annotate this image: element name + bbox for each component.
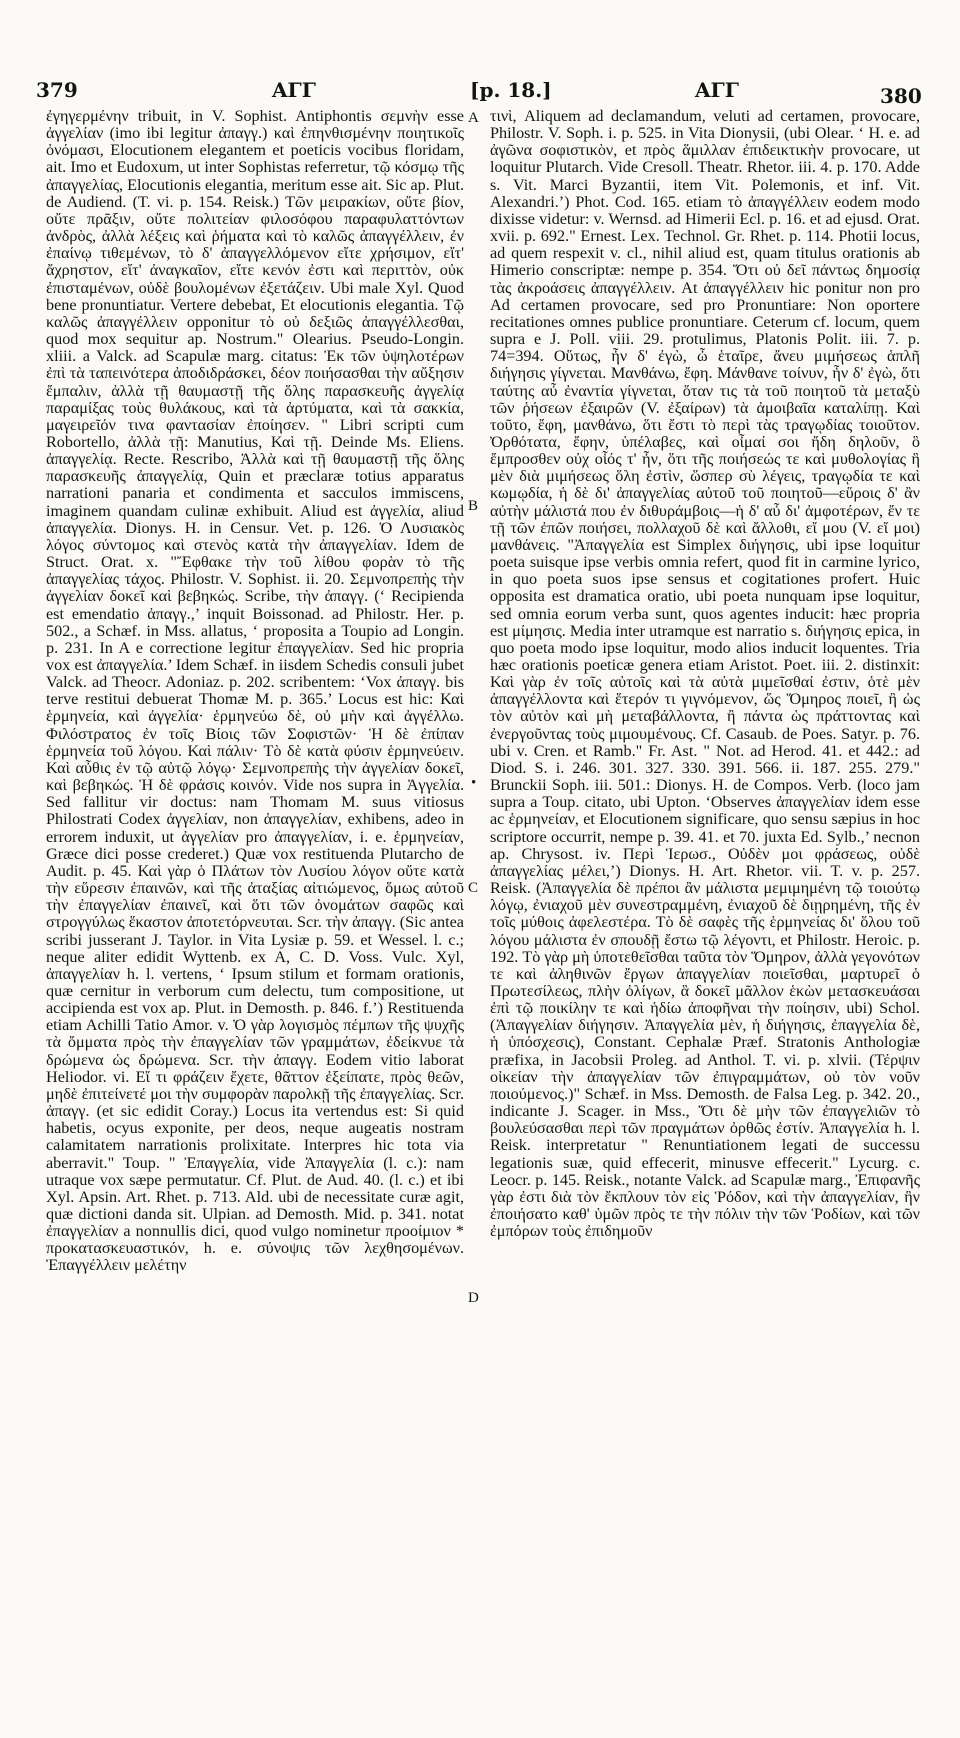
page-reference: [p. 18.] [470,78,552,102]
running-head-right: ΑΓΓ [695,78,739,102]
left-column [46,108,464,1275]
section-marker-a: A [468,110,479,126]
section-marker-d: D [468,1290,479,1306]
page-number-right: 380 [880,84,922,108]
section-marker-b: B [468,498,479,514]
section-marker-dot: • [471,775,477,791]
left-column-text: ἐγηγερμένην tribuit, in V. Sophist. Antiphontis σεμνὴν esse ἀγγελίαν (imo ibi legitur ἀπαγγ.) καὶ ἐπηνθισμένην ποιητικοῖς ὀνόμασι, Elocutionem elegantem et poeticis vocibus floridam, ait. Imo et Eudoxum, ut inter Sophistas referretur, τῷ κόσμῳ τῆς ἀπαγγελίας, Elocutionis elegantia, meritum esse ait. Sic ap. Plut. de Audiend. (T. vi. p. 154. Reisk.) Τῶν μειρακίων, οὔτε βίον, οὔτε πρᾶξιν, οὔτε πολιτείαν φιλοσόφου παραφυλαττόντων ἀνδρὸς, ἀλλὰ λέξεις καὶ ῥήματα καὶ τὸ καλῶς ἀπαγγέλλειν, ἐν ἐπαίνῳ τιθεμένων, τὸ δ' ἀπαγγελλόμενον εἴτε χρήσιμον, εἴτ' ἄχρηστον, εἴτ' ἀναγκαῖον, εἴτε κενόν ἐστι καὶ περιττὸν, οὐκ ἐπισταμένων, οὐδὲ βουλομένων ἐξετάζειν. Ubi male Xyl. Quod bene pronuntiatur. Vertere debebat, Et elocutionis elegantia. Τῷ καλῶς ἀπαγγέλλειν opponitur τὸ οὐ δεξιῶς ἀπαγγέλλεσθαι, quod mox sequitur ap. Nostrum." Olearius. Pseudo-Longin. xliii. a Valck. ad Scapulæ marg. citatus: Ἐκ τῶν ὑψηλοτέρων ἐπὶ τὰ ταπεινότερα ἀποδιδράσκει, δέον ποιήσασθαι τὴν αὔξησιν ἔμπαλιν, ἀλλὰ τῇ θαυμαστῇ τῆς ὅλης παρασκευῆς ἀγγελίᾳ παραμίξας τοὺς θυλάκους, καὶ τὰ ἀρτύματα, καὶ τὰ σακκία, μαγειρεῖόν τινα φαντασίαν ἐποίησεν. " Libri scripti cum Robortello, ἀλλὰ τῇ: Manutius, Καὶ τῇ. Deinde Ms. Eliens. ἀπαγγελίᾳ. Recte. Rescribo, Ἀλλὰ καὶ τῇ θαυμαστῇ τῆς ὅλης παρασκευῆς ἀπαγγελίᾳ, Quin et præclaræ totius apparatus narrationi panaria et condimenta et sacculos immiscens, imaginem quandam culinæ exhibuit. Aliud est ἀγγελία, aliud ἀπαγγελία. Dionys. H. in Censur. Vet. p. 126. Ὁ Λυσιακὸς λόγος σύντομος καὶ στενὸς κατὰ τὴν ἀπαγγελίαν. Idem de Struct. Orat. x. "Ἔφθακε τὴν τοῦ λίθου φορὰν τὸ τῆς ἀπαγγελίας τάχος. Philostr. V. Sophist. ii. 20. Σεμνοπρεπὴς τὴν ἀγγελίαν δοκεῖ καὶ βεβηκώς. Scribe, τὴν ἀπαγγ. (‘ Recipienda est emendatio ἀπαγγ.,’ inquit Boissonad. ad Philostr. Her. p. 502., a Schæf. in Mss. allatus, ‘ proposita a Toupio ad Longin. p. 231. In A e correctione legitur ἐπαγγελίαν. Sed hic propria vox est ἀπαγγελία.’ Idem Schæf. in iisdem Schedis consuli jubet Valck. ad Theocr. Adoniaz. p. 202. scribentem: ‘Vox ἀπαγγ. bis terve restitui debuerat Thomæ M. p. 365.’ Locus est hic: Καὶ ἑρμηνεία, καὶ ἀγγελία· ἑρμηνεύω δὲ, οὐ μὴν καὶ ἀγγέλλω. Φιλόστρατος ἐν τοῖς Βίοις τῶν Σοφιστῶν· Ἡ δὲ ἐπίπαν ἑρμηνεία τοῦ λόγου. Καὶ πάλιν· Τὸ δὲ κατὰ φύσιν ἑρμηνεύειν. Καὶ αὖθις ἐν τῷ αὐτῷ λόγῳ· Σεμνοπρεπὴς τὴν ἀγγελίαν δοκεῖ, καὶ βεβηκώς. Ἡ δὲ φράσις κοινόν. Vide nos supra in Ἀγγελία. Sed fallitur vir doctus: nam Thomam M. suus vitiosus Philostrati Codex ἀγγελίαν, non ἀπαγγελίαν, exhibens, adeo in errorem induxit, ut ἀγγελίαν pro ἀπαγγελίαν, i. e. ἑρμηνείαν, Græce dici posse crederet.) Quæ vox restituenda Plutarcho de Audit. p. 45. Καὶ γὰρ ὁ Πλάτων τὸν Λυσίου λόγον οὔτε κατὰ τὴν εὕρεσιν ἐπαινῶν, καὶ τῆς ἀταξίας αἰτιώμενος, ὅμως αὐτοῦ τὴν ἐπαγγελίαν ἐπαινεῖ, καὶ ὅτι τῶν ὀνομάτων σαφῶς καὶ στρογγύλως ἕκαστον ἀποτετόρνευται. Scr. τὴν ἀπαγγ. (Sic antea scribi jusserant J. Taylor. in Vita Lysiæ p. 59. et Wessel. l. c.; neque aliter edidit Wyttenb. ex A, C. D. Voss. Vulc. Xyl, ἀπαγγελίαν h. l. vertens, ‘ Ipsum stilum et formam orationis, quæ cernitur in verborum cum delectu, tum compositione, ut accipienda est vox ap. Plut. in Demosth. p. 846. f.’) Restituenda etiam Achilli Tatio Amor. v. Ὁ γὰρ λογισμὸς πέμπων τῆς ψυχῆς τὰ ὄμματα πρὸς τὴν ἐπαγγελίαν τῶν γραμμάτων, ἐδείκνυε τὰ δρώμενα ὡς δρώμενα. Scr. τὴν ἀπαγγ. Eodem vitio laborat Heliodor. vi. Εἴ τι φράζειν ἔχετε, θᾶττον ἐξείπατε, πρὸς θεῶν, μηδὲ ἐπιτείνετέ μοι τὴν συμφορὰν παρολκῇ τῆς ἐπαγγελίας. Scr. ἀπαγγ. (et sic edidit Coray.) Locus ita vertendus est: Si quid habetis, ocyus exponite, per deos, neque augeatis nostram calamitatem narrationis prolixitate. Interpres hic tota via aberravit." Toup. " Ἐπαγγελία, vide Ἀπαγγελία (l. c.): nam utraque vox sæpe permutatur. Cf. Plut. de Aud. 40. (l. c.) et ibi Xyl. Apsin. Art. Rhet. p. 713. Ald. ubi de necessitate curæ agit, quæ dictioni danda sit. Ulpian. ad Demosth. Mid. p. 341. notat ἐπαγγελίαν a nonnullis dici, quod vulgo nominetur προοίμιον * προκατασκευαστικόν, h. e. σύνοψις τῶν λεχθησομένων. Ἐπαγγέλλειν μελέτην [46,107,464,1275]
section-marker-c: C [468,880,479,896]
page-number-left: 379 [36,78,78,102]
running-head-left: ΑΓΓ [272,78,316,102]
right-column-text: τινὶ, Aliquem ad declamandum, veluti ad certamen, provocare, Philostr. V. Soph. i. p. 525. in Vita Dionysii, (ubi Olear. ‘ H. e. ad ἀγῶνα σοφιστικὸν, et πρὸς ἅμιλλαν ἐπιδεικτικὴν provocare, ut loquitur Plutarch. Vide Cresoll. Theatr. Rhetor. iii. 4. p. 170. Adde s. Vit. Marci Byzantii, item Vit. Polemonis, et inf. Vit. Alexandri.’) Phot. Cod. 165. etiam τὸ ἀπαγγέλλειν eodem modo dixisse videtur: v. Wernsd. ad Himerii Ecl. p. 16. et ad ejusd. Orat. xvii. p. 692." Ernest. Lex. Technol. Gr. Rhet. p. 114. Photii locus, ad quem respexit v. cl., nihil aliud est, quam titulus orationis ab Himerio conscriptæ: nempe p. 354. Ὅτι οὐ δεῖ πάντως δημοσίᾳ τὰς ἀκροάσεις ἀπαγγέλλειν. At ἀπαγγέλλειν hic ponitur non pro Ad certamen provocare, sed pro Pronuntiare: Non oportere recitationes omnes publice pronuntiare. Ceterum cf. locum, quem supra e J. Poll. viii. 29. protulimus, Platonis Polit. iii. 7. p. 74=394. Οὕτως, ἦν δ' ἐγὼ, ὦ ἑταῖρε, ἄνευ μιμήσεως ἁπλῆ διήγησις γίγνεται. Μανθάνω, ἔφη. Μάνθανε τοίνυν, ἦν δ' ἐγὼ, ὅτι ταύτης αὖ ἐναντία γίγνεται, ὅταν τις τὰ τοῦ ποιητοῦ τὰ μεταξὺ τῶν ῥήσεων ἐξαιρῶν (V. ἐξαίρων) τὰ ἀμοιβαῖα καταλίπῃ. Καὶ τοῦτο, ἔφη, μανθάνω, ὅτι ἔστι τὸ περὶ τὰς τραγῳδίας τοιοῦτον. Ὀρθότατα, ἔφην, ὑπέλαβες, καὶ οἶμαί σοι ἤδη δηλοῦν, ὃ ἔμπροσθεν οὐχ οἷός τ' ἦν, ὅτι τῆς ποιήσεώς τε καὶ μυθολογίας ἣ μὲν διὰ μιμήσεως ὅλη ἐστὶν, ὥσπερ σὺ λέγεις, τραγῳδία τε καὶ κωμῳδία, ἡ δὲ δι' ἀπαγγελίας αὐτοῦ τοῦ ποιητοῦ—εὕροις δ' ἂν αὐτὴν μάλιστά που ἐν διθυράμβοις—ἡ δ' αὖ δι' ἀμφοτέρων, ἔν τε τῇ τῶν ἐπῶν ποιήσει, πολλαχοῦ δὲ καὶ ἄλλοθι, εἴ μου (V. εἴ μοι) μανθάνεις. "Ἀπαγγελία est Simplex διήγησις, ubi ipse loquitur poeta suisque ipse verbis omnia refert, quod fit in carmine lyrico, in quo poeta suos ipse sensus et cogitationes profert. Huic opposita est dramatica oratio, ubi poeta nunquam ipse loquitur, sed omnia eorum verba sunt, quos agentes inducit: hæc propria est μίμησις. Media inter utramque est narratio s. διήγησις epica, in quo poeta modo ipse loquitur, modo alios inducit loquentes. Tria hæc orationis poeticæ genera etiam Aristot. Poet. iii. 2. distinxit: Καὶ γὰρ ἐν τοῖς αὐτοῖς καὶ τὰ αὐτὰ μιμεῖσθαί ἐστιν, ὁτὲ μὲν ἀπαγγέλλοντα καὶ ἕτερόν τι γιγνόμενον, ὥς Ὅμηρος ποιεῖ, ἢ ὡς τὸν αὐτὸν καὶ μὴ μεταβάλλοντα, ἢ πάντα ὡς πράττοντας καὶ ἐνεργοῦντας τοὺς μιμουμένους. Cf. Casaub. de Poes. Satyr. p. 76. ubi v. Cren. et Ramb." Fr. Ast. " Not. ad Herod. 41. et 442.: ad Diod. S. i. 246. 301. 327. 330. 391. 566. ii. 187. 255. 279." Brunckii Soph. iii. 501.: Dionys. H. de Compos. Verb. (loco jam supra a Toup. citato, ubi Upton. ‘Observes ἀπαγγελίαν idem esse ac ἑρμηνείαν, et Elocutionem significare, quo sensu sæpius in hoc scriptore occurrit, nempe p. 39. 41. et 70. juxta Ed. Sylb.,’ necnon ap. Chrysost. iv. Περὶ Ἱερωσ., Οὐδὲν μοι φράσεως, οὐδὲ ἀπαγγελίας μέλει,’) Dionys. H. Art. Rhetor. vii. T. v. p. 257. Reisk. (Ἀπαγγελία δὲ πρέποι ἂν μάλιστα μεμιμημένη τῷ τοιούτῳ λόγῳ, ἐνιαχοῦ μὲν συνεστραμμένη, ἐνιαχοῦ δὲ διῃρημένη, τῆς ἐν τοῖς μύθοις ἀφελεστέρα. Τὸ δὲ σαφὲς τῆς ἑρμηνείας δι' ὅλου τοῦ λόγου μάλιστα ἐν σπουδῇ ἔστω τῷ λέγοντι, et Philostr. Heroic. p. 192. Τὸ γὰρ μὴ ὑποτεθεῖσθαι ταῦτα τὸν Ὅμηρον, ἀλλὰ γεγονότων τε καὶ ἀληθινῶν ἔργων ἀπαγγελίαν ποιεῖσθαι, μαρτυρεῖ ὁ Πρωτεσίλεως, πλὴν ὀλίγων, ἃ δοκεῖ μᾶλλον ἑκὼν μετασκευάσαι ἐπὶ τῷ ποικίλην τε καὶ ἡδίω ἀποφῆναι τὴν ποίησιν, ubi) Schol. (Ἀπαγγελίαν διήγησιν. Ἀπαγγελία μὲν, ἡ διήγησις, ἐπαγγελία δὲ, ἡ ὑπόσχεσις), Constant. Cephalæ Præf. Stratonis Anthologiæ præfixa, in Jacobsii Proleg. ad Anthol. T. vi. p. xlvii. (Τέρψιν οἰκείαν τὴν ἀπαγγελίαν τῶν ἐπιγραμμάτων, οὐ τὸν νοῦν ποιούμενος.)" Schæf. in Mss. Demosth. de Falsa Leg. p. 342. 20., indicante J. Scager. in Mss., Ὅτι δὲ μὴν τῶν ἐπαγγελιῶν τὸ βουλεύσασθαι περὶ τῶν πραγμάτων ὀρθῶς ἐστίν. Ἀπαγγελία h. l. Reisk. interpretatur " Renuntiationem legati de successu legationis suæ, quid effecerit, minusve effecerit." Lycurg. c. Leocr. p. 145. Reisk., notante Valck. ad Scapulæ marg., Ἐπιφανῆς γὰρ ἐστι διὰ τὸν ἔκπλουν τὸν εἰς Ῥόδον, καὶ τὴν ἀπαγγελίαν, ἣν ἐποιήσατο καθ' ὑμῶν πρὸς τε τὴν πόλιν τὴν τῶν Ῥοδίων, καὶ τῶν ἐμπόρων τοὺς ἐπιδημοῦν [490,107,920,1241]
right-column [490,108,920,1240]
